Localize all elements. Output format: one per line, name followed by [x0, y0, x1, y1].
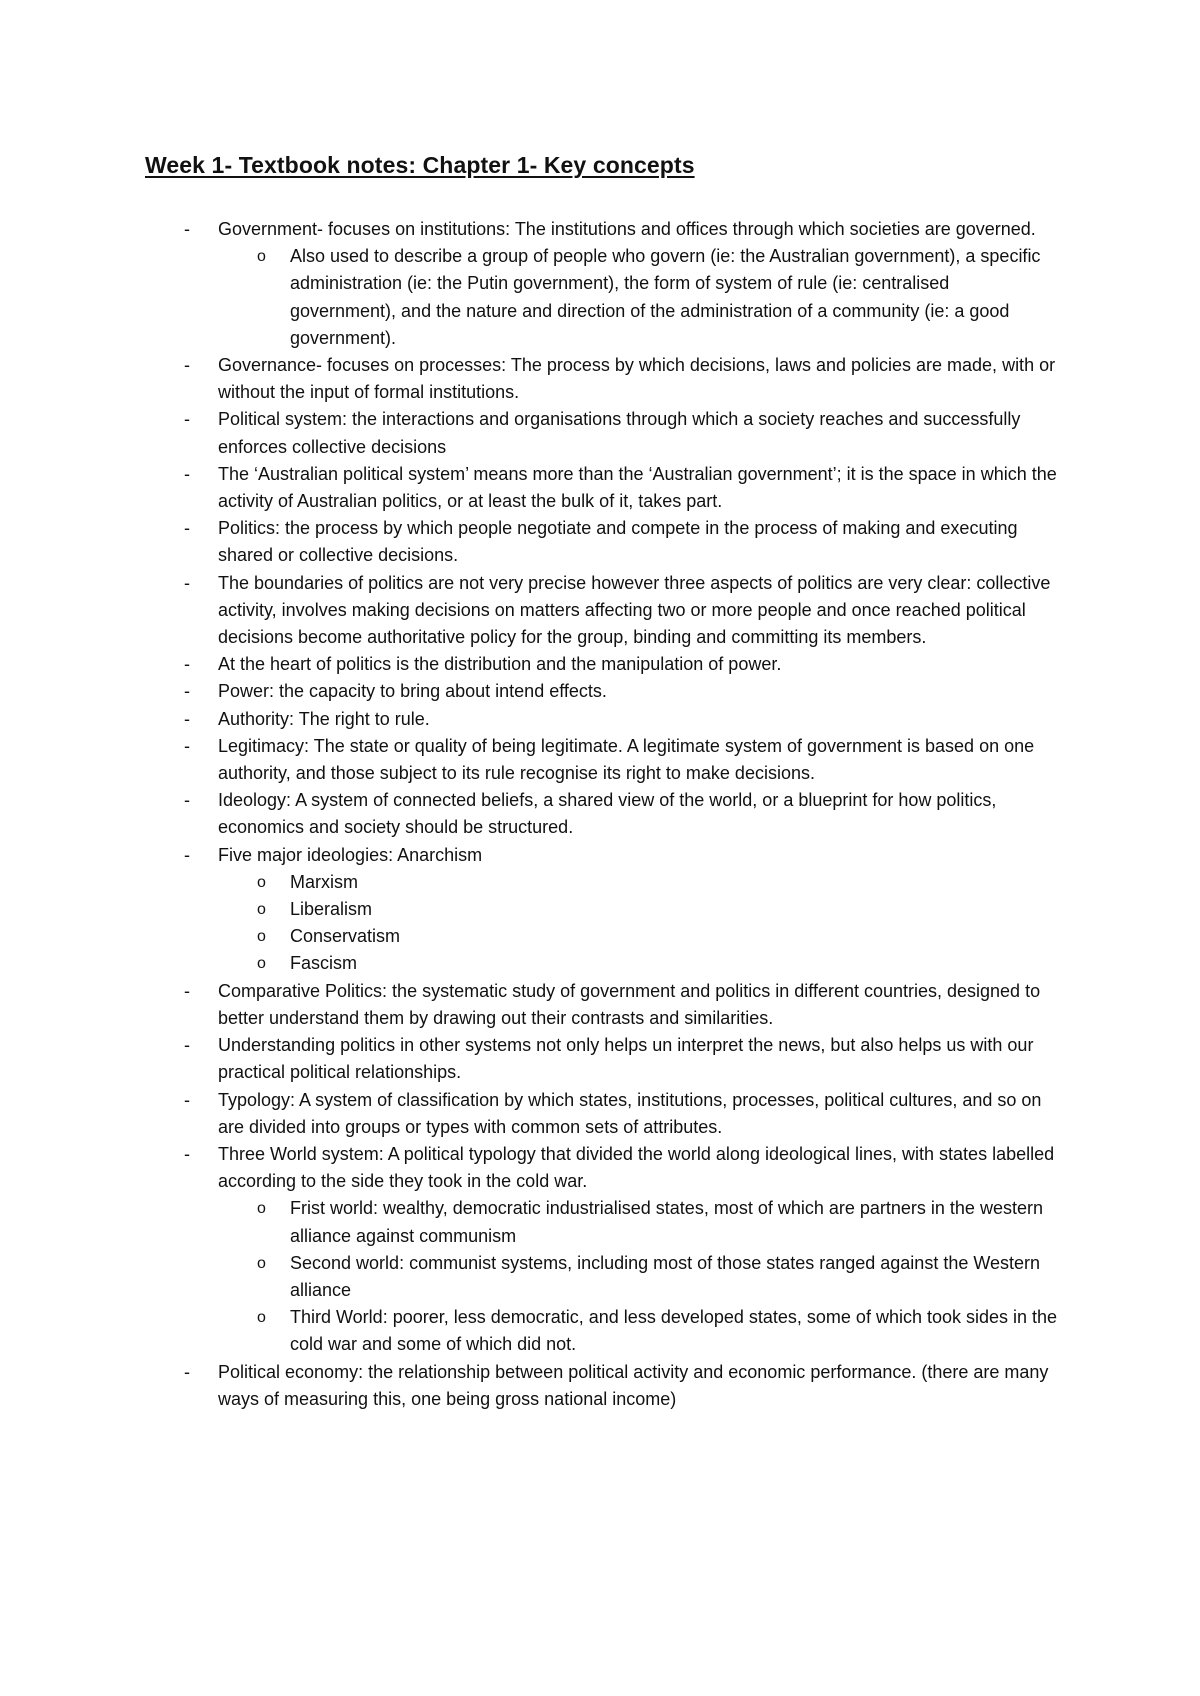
list-item-text: The ‘Australian political system’ means more than the ‘Australian government’; it is the space in which the activity of Australian politics, or at least the bulk of it, takes part. — [218, 463, 1057, 512]
list-item-text: Ideology: A system of connected beliefs, a shared view of the world, or a blueprint for how politics, economics and society should be structured. — [218, 790, 997, 838]
list-item — [0, 515, 1068, 569]
sub-bullet-marker: o — [257, 1200, 266, 1218]
sub-bullet-marker: o — [257, 955, 266, 973]
list-item — [0, 352, 1068, 406]
list-item-text: Frist world: wealthy, democratic industrialised states, most of which are partners in the western alliance against communism — [290, 1198, 1043, 1246]
sub-list-item — [0, 243, 1060, 352]
list-item-text: Typology: A system of classification by which states, institutions, processes, political cultures, and so on are divided into groups or types with common sets of attributes. — [218, 1089, 1042, 1137]
sub-list-item — [0, 1195, 1060, 1249]
list-item — [0, 406, 1068, 460]
list-item — [0, 1087, 1068, 1141]
list-item — [0, 651, 1068, 678]
dash-bullet-marker: - — [184, 355, 190, 376]
list-item — [0, 842, 1068, 869]
list-item-text: Fascism — [290, 953, 357, 974]
list-item-text: Political system: the interactions and organisations through which a society reaches and successfully enforces collective decisions — [218, 409, 1021, 457]
list-item-text: Five major ideologies: Anarchism — [218, 844, 483, 865]
list-item — [0, 978, 1068, 1032]
list-item-text: Liberalism — [290, 899, 373, 920]
list-item — [0, 1032, 1068, 1086]
list-item-text: Politics: the process by which people negotiate and compete in the process of making and executing shared or collective decisions. — [218, 518, 1018, 566]
list-item-text: At the heart of politics is the distribution and the manipulation of power. — [218, 654, 782, 675]
sub-list-item — [0, 1250, 1060, 1304]
dash-bullet-marker: - — [184, 1361, 190, 1382]
list-item-text: Comparative Politics: the systematic study of government and politics in different countries, designed to better understand them by drawing out their contrasts and similarities. — [218, 980, 1041, 1028]
list-item-text: Political economy: the relationship between political activity and economic performance. (there are many ways of measuring this, one being gross national income) — [218, 1361, 1049, 1409]
sub-bullet-marker: o — [257, 873, 266, 891]
list-item-text: Legitimacy: The state or quality of being legitimate. A legitimate system of government is based on one authority, and those subject to its rule recognise its right to make decisions. — [218, 735, 1035, 784]
list-item-text: Governance- focuses on processes: The process by which decisions, laws and policies are made, with or without the input of formal institutions. — [218, 355, 1056, 403]
sub-list-item — [0, 950, 1060, 977]
sub-bullet-marker: o — [257, 1309, 266, 1327]
list-item-text: Conservatism — [290, 926, 401, 947]
notes-list — [0, 216, 1200, 1413]
list-item — [0, 787, 1068, 841]
dash-bullet-marker: - — [184, 708, 190, 729]
list-item — [0, 706, 1068, 733]
dash-bullet-marker: - — [184, 790, 190, 811]
list-item — [0, 216, 1068, 243]
list-item — [0, 1141, 1068, 1195]
dash-bullet-marker: - — [184, 844, 190, 865]
list-item-text: Marxism — [290, 871, 358, 892]
sub-list-item — [0, 923, 1060, 950]
sub-bullet-marker: o — [257, 248, 266, 266]
list-item — [0, 678, 1068, 705]
list-item-text: Understanding politics in other systems not only helps un interpret the news, but also helps us with our practical political relationships. — [218, 1035, 1034, 1083]
sub-bullet-marker: o — [257, 928, 266, 946]
dash-bullet-marker: - — [184, 1035, 190, 1056]
list-item-text: Second world: communist systems, including most of those states ranged against the Western alliance — [290, 1252, 1041, 1300]
list-item-text: Authority: The right to rule. — [218, 708, 430, 729]
dash-bullet-marker: - — [184, 1143, 190, 1164]
list-item-text: Power: the capacity to bring about intend effects. — [218, 681, 607, 702]
list-item-text: Three World system: A political typology that divided the world along ideological lines, with states labelled according to the side they took in the cold war. — [218, 1143, 1055, 1192]
dash-bullet-marker: - — [184, 1089, 190, 1110]
page-title: Week 1- Textbook notes: Chapter 1- Key concepts — [145, 152, 695, 178]
list-item — [0, 461, 1068, 515]
dash-bullet-marker: - — [184, 735, 190, 756]
dash-bullet-marker: - — [184, 654, 190, 675]
sub-list-item — [0, 869, 1060, 896]
list-item — [0, 1359, 1068, 1413]
dash-bullet-marker: - — [184, 409, 190, 430]
list-item-text: Also used to describe a group of people who govern (ie: the Australian government), a specific administration (ie: the Putin government), the form of system of rule (ie: centralised government), and the nature and direction of the administration of a community (ie: a good government). — [290, 246, 1041, 348]
dash-bullet-marker: - — [184, 572, 190, 593]
dash-bullet-marker: - — [184, 463, 190, 484]
dash-bullet-marker: - — [184, 681, 190, 702]
list-item — [0, 570, 1068, 652]
list-item-text: The boundaries of politics are not very precise however three aspects of politics are very clear: collective activity, involves making decisions on matters affecting two or more people and once reached political decisions become authoritative policy for the group, binding and committing its members. — [218, 572, 1051, 648]
sub-bullet-marker: o — [257, 1254, 266, 1272]
dash-bullet-marker: - — [184, 219, 190, 239]
list-item — [0, 733, 1068, 787]
dash-bullet-marker: - — [184, 518, 190, 539]
dash-bullet-marker: - — [184, 980, 190, 1001]
list-item-text: Government- focuses on institutions: The institutions and offices through which societies are governed. — [218, 219, 1036, 239]
list-item-text: Third World: poorer, less democratic, and less developed states, some of which took sides in the cold war and some of which did not. — [290, 1307, 1058, 1355]
sub-list-item — [0, 896, 1060, 923]
sub-list-item — [0, 1304, 1060, 1358]
sub-bullet-marker: o — [257, 901, 266, 919]
